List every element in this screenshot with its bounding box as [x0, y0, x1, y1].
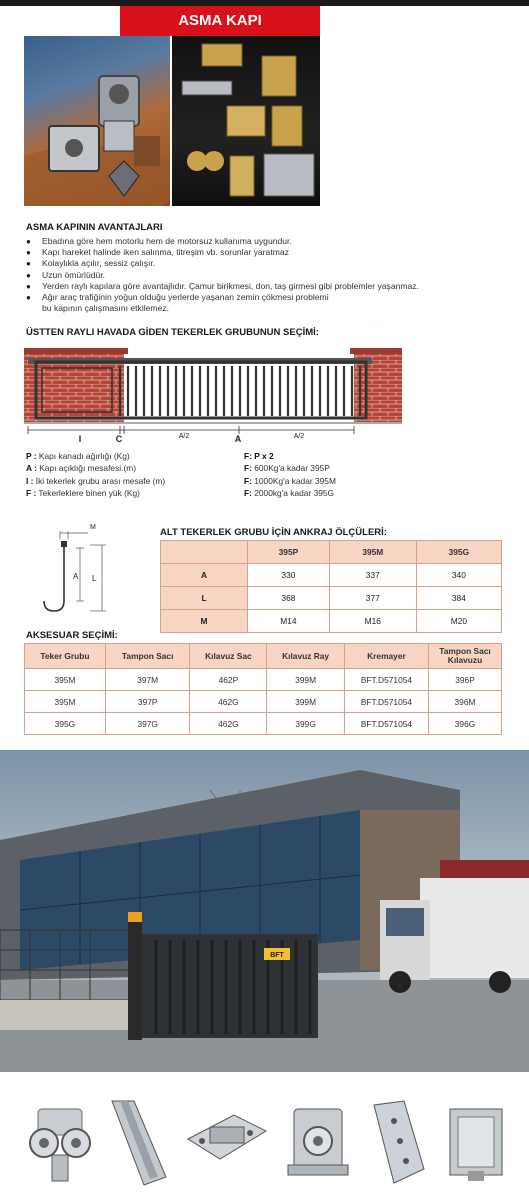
legend-left: [26, 450, 236, 500]
table-cell: BFT.D571054: [344, 669, 428, 691]
row-label: M: [161, 610, 248, 633]
table-header: Kılavuz Sac: [190, 644, 267, 669]
table-cell: 397G: [105, 713, 190, 735]
anchor-bolt-diagram: [26, 515, 146, 615]
table-cell: M16: [329, 610, 416, 633]
list-item-continuation: bu kapının çalışmasını etkilemez.: [42, 303, 170, 314]
legend-item: F : Tekerleklere binen yük (Kg): [26, 488, 140, 499]
table-header-row: [161, 541, 502, 564]
table-cell: 337: [329, 564, 416, 587]
list-item: ● Kolaylıkla açılır, sessiz çalışır.: [26, 258, 516, 269]
table-cell: 399M: [267, 669, 345, 691]
row-label: L: [161, 587, 248, 610]
advantages-list: [26, 236, 516, 314]
roller-guide-icon: [284, 1101, 354, 1185]
legend-item: A : Kapı açıklığı mesafesi.(m): [26, 463, 136, 474]
dim-label-i: I: [78, 434, 82, 444]
list-item: ● Ağır araç trafiğinin yoğun olduğu yerlerde yaşanan zemin çökmesi problemi: [26, 292, 516, 303]
table-cell: 399G: [267, 713, 345, 735]
table-header: 395M: [329, 541, 416, 564]
gate-sign: BFT: [270, 952, 284, 959]
table-cell: M20: [416, 610, 501, 633]
table-row: [25, 713, 502, 735]
legend-item: P : Kapı kanadı ağırlığı (Kg): [26, 451, 130, 461]
dim-label-half-a: A/2: [178, 433, 190, 440]
anchor-label-a: A: [73, 572, 79, 581]
building-photo: [0, 750, 529, 1072]
table-cell: 397P: [105, 691, 190, 713]
guide-rail-icon: [104, 1097, 174, 1189]
anchor-table: [160, 540, 502, 633]
legend-item: F: 1000Kg'a kadar 395M: [244, 475, 336, 486]
table-header: [161, 541, 248, 564]
table-header-row: [25, 644, 502, 669]
accessories-heading: AKSESUAR SEÇİMİ:: [26, 630, 118, 641]
table-cell: 377: [329, 587, 416, 610]
gate-diagram: [24, 344, 404, 444]
table-cell: 340: [416, 564, 501, 587]
anchor-label-m: M: [90, 524, 96, 531]
dim-label-half-a: A/2: [293, 433, 305, 440]
table-cell: 399M: [267, 691, 345, 713]
table-cell: M14: [248, 610, 330, 633]
table-cell: 462G: [190, 691, 267, 713]
accessory-images: [0, 1085, 529, 1200]
table-cell: 462G: [190, 713, 267, 735]
table-cell: 397M: [105, 669, 190, 691]
table-header: Kılavuz Ray: [267, 644, 345, 669]
table-row: [161, 564, 502, 587]
table-cell: 396P: [429, 669, 502, 691]
table-cell: 395M: [25, 691, 106, 713]
table-header: Kremayer: [344, 644, 428, 669]
dim-label-c: C: [115, 434, 123, 444]
wheel-carriage-icon: [24, 1099, 96, 1185]
wheel-selection-heading: ÜSTTEN RAYLI HAVADA GİDEN TEKERLEK GRUBUNUN SEÇİMİ:: [26, 327, 319, 338]
table-row: [25, 691, 502, 713]
page-title: ASMA KAPI: [120, 6, 320, 36]
gate-bars: [120, 366, 360, 416]
list-item: ● Uzun ömürlüdür.: [26, 270, 516, 281]
accessories-table: [24, 643, 502, 735]
dim-label-a: A: [234, 434, 242, 444]
list-item: ● Yerden raylı kapılara göre avantajlıdır. Çamur birikmesi, don, taş girmesi gibi problemler yaşanmaz.: [26, 281, 516, 292]
table-cell: 330: [248, 564, 330, 587]
table-cell: 395G: [25, 713, 106, 735]
table-cell: BFT.D571054: [344, 713, 428, 735]
hero-image: [24, 36, 320, 206]
hero-photo-dark: [172, 36, 320, 206]
table-row: [161, 587, 502, 610]
hero-parts-left-image: [24, 36, 170, 206]
anchor-label-l: L: [92, 574, 97, 583]
legend-item: F: 2000kg'a kadar 395G: [244, 488, 335, 499]
legend-item: F: P x 2: [244, 451, 274, 461]
table-cell: 368: [248, 587, 330, 610]
list-item: ● Kapı hareket halinde iken salınma, titreşim vb. sorunlar yaratmaz: [26, 247, 516, 258]
legend-item: I : İki tekerlek grubu arası mesafe (m): [26, 475, 166, 486]
table-cell: BFT.D571054: [344, 691, 428, 713]
table-header: 395P: [248, 541, 330, 564]
table-row: [161, 610, 502, 633]
anchor-heading: ALT TEKERLEK GRUBU İÇİN ANKRAJ ÖLÇÜLERİ:: [160, 527, 387, 538]
hero-photo-sand: [24, 36, 170, 206]
table-cell: 396G: [429, 713, 502, 735]
dimension-lines: [28, 426, 354, 434]
legend-item: F: 600Kg'a kadar 395P: [244, 463, 330, 474]
table-cell: 396M: [429, 691, 502, 713]
building-photo-illustration: [0, 750, 529, 1072]
advantages-heading: ASMA KAPININ AVANTAJLARI: [26, 222, 163, 233]
legend-right: [244, 450, 444, 500]
table-header: 395G: [416, 541, 501, 564]
table-row: [25, 669, 502, 691]
list-item: ● Ebadına göre hem motorlu hem de motorsuz kullanıma uygundur.: [26, 236, 516, 247]
hero-parts-right-image: [172, 36, 320, 206]
table-cell: 384: [416, 587, 501, 610]
bracket-icon: [364, 1099, 432, 1187]
table-cell: 395M: [25, 669, 106, 691]
guide-plate-icon: [184, 1109, 270, 1169]
table-header: Tampon Sacı Kılavuzu: [429, 644, 502, 669]
table-cell: 462P: [190, 669, 267, 691]
end-stop-icon: [444, 1101, 510, 1185]
row-label: A: [161, 564, 248, 587]
table-header: Teker Grubu: [25, 644, 106, 669]
table-header: Tampon Sacı: [105, 644, 190, 669]
